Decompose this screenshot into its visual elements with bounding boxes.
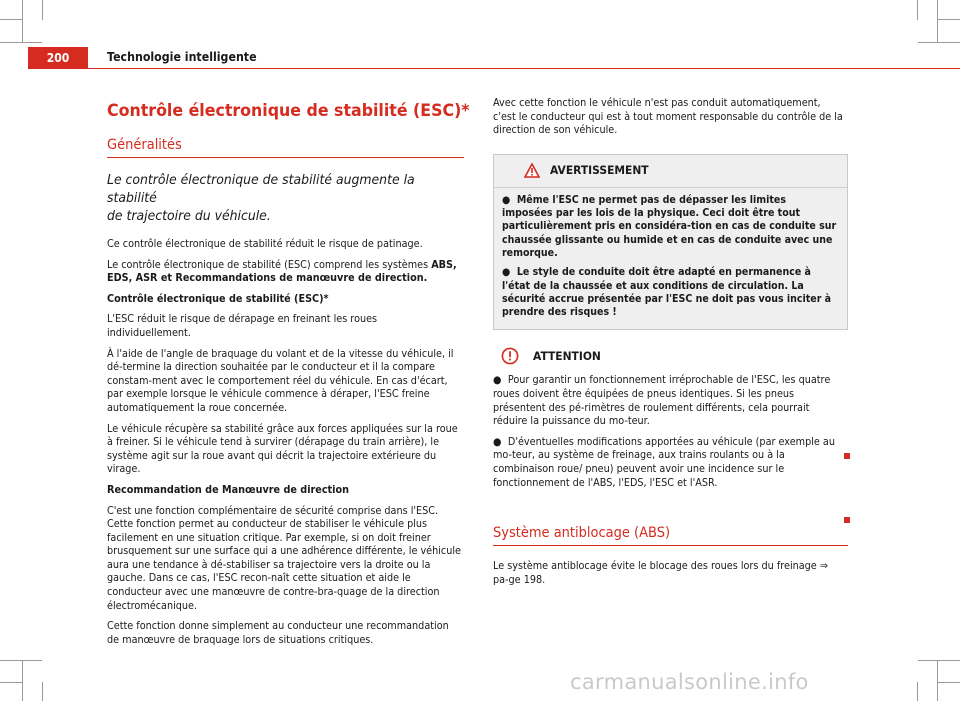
paragraph-bold: ABS, EDS, ASR et Recommandations de manœuvre de direction.	[107, 258, 457, 285]
paragraph: Avec cette fonction le véhicule n'est pas conduit automatiquement, c'est le conducteur qui est à tout moment responsable du contrôle de la direction de son véhicule.	[493, 97, 843, 137]
attention-item	[493, 374, 846, 428]
abs-section-title: Système antiblocage (ABS)	[493, 525, 671, 542]
crop-mark	[917, 682, 918, 701]
warning-box	[493, 154, 848, 331]
warning-header	[494, 155, 847, 188]
subsection-title: Généralités	[107, 137, 182, 153]
bullet: ●	[502, 267, 511, 279]
crop-mark	[42, 682, 43, 701]
section-end-marker	[844, 453, 850, 459]
attention-header	[501, 344, 848, 368]
crop-mark	[938, 682, 960, 683]
warning-title: AVERTISSEMENT	[550, 162, 649, 177]
attention-title: ATTENTION	[533, 348, 601, 363]
crop-mark	[42, 0, 43, 20]
warning-body	[494, 188, 847, 330]
warning-item-text: Même l'ESC ne permet pas de dépasser les limites imposées par les lois de la physique. Ceci doit être tout particulièrement pris en considéra-tion en cas de conduite sur chaussée glissante ou humide et en cas de conduite avec une remorque.	[502, 194, 837, 259]
crop-mark	[0, 682, 22, 683]
warning-item-text: Le style de conduite doit être adapté en permanence à l'état de la chaussée et aux conditions de circulation. La sécurité accrue présentée par l'ESC ne doit pas vous inciter à prendre des risques !	[502, 267, 832, 319]
section-title: Contrôle électronique de stabilité (ESC)*	[107, 101, 470, 121]
crop-mark	[22, 0, 23, 42]
crop-mark	[918, 660, 960, 661]
bullet: ●	[493, 374, 502, 387]
paragraph	[107, 259, 462, 286]
warning-item	[502, 194, 837, 260]
paragraph: À l'aide de l'angle de braquage du volant et de la vitesse du véhicule, il dé-termine la direction souhaitée par le conducteur et il la compare constam-ment avec le comportement réel du véhicule. En cas d'écart, par exemple lorsque le véhicule commence à déraper, l'ESC freine automatiquement la roue concernée.	[107, 347, 454, 414]
crop-mark	[937, 0, 938, 42]
bullet: ●	[502, 194, 511, 206]
crop-mark	[0, 660, 42, 661]
bullet: ●	[493, 435, 502, 448]
attention-item-text: D'éventuelles modifications apportées au véhicule (par exemple au mo-teur, au système de freinage, aux trains roulants ou à la combinaison roue/ pneu) peuvent avoir une incidence sur le fonctionnement de l'ABS, l'EDS, l'ESC et l'ASR.	[493, 435, 835, 489]
crop-mark	[22, 660, 23, 701]
intro-text	[107, 172, 462, 226]
section-end-marker	[844, 517, 850, 523]
paragraph: Le système antiblocage évite le blocage des roues lors du freinage ⇒ pa-ge 198.	[493, 560, 828, 586]
crop-mark	[937, 660, 938, 701]
crop-mark	[0, 19, 22, 20]
paragraph: L'ESC réduit le risque de dérapage en freinant les roues individuellement.	[107, 313, 378, 339]
paragraph: Ce contrôle électronique de stabilité réduit le risque de patinage.	[107, 238, 423, 250]
watermark: carmanualsonline.info	[570, 670, 809, 694]
attention-item	[493, 436, 846, 490]
header-rule	[88, 68, 960, 69]
paragraph: C'est une fonction complémentaire de sécurité comprise dans l'ESC. Cette fonction permet au conducteur de stabiliser le véhicule plus facilement en une situation critique. Par exemple, si on doit freiner brusquement sur une surface qui a une adhérence différente, le véhicule aura une tendance à dé-stabiliser sa trajectoire vers la droite ou la gauche. Dans ce cas, l'ESC recon-naît cette situation et aide le conducteur avec une manœuvre de contre-bra-quage de la direction électromécanique.	[107, 504, 462, 612]
paragraph-heading: Recommandation de Manœuvre de direction	[107, 483, 350, 496]
intro-line: Le contrôle électronique de stabilité augmente la stabilité	[107, 173, 415, 206]
caution-circle-icon	[501, 347, 519, 365]
abs-section-rule	[493, 545, 848, 546]
left-column	[107, 100, 470, 654]
running-title: Technologie intelligente	[107, 50, 257, 64]
paragraph: Cette fonction donne simplement au conducteur une recommandation de manœuvre de braquage lors de situations critiques.	[107, 620, 449, 646]
crop-mark	[0, 42, 42, 43]
subsection-rule	[107, 157, 464, 158]
crop-mark	[917, 0, 918, 20]
attention-item-text: Pour garantir un fonctionnement irréprochable de l'ESC, les quatre roues doivent être équipées de pneus identiques. Si les pneus présentent des pé-rimètres de roulement différents, cela pourrait réduire la puissance du mo-teur.	[493, 374, 831, 428]
crop-mark	[938, 19, 960, 20]
paragraph: Le véhicule récupère sa stabilité grâce aux forces appliquées sur la roue à freiner. Si le véhicule tend à survirer (dérapage du train arrière), le système agit sur la roue avant qui décrit la trajectoire extérieure du virage.	[107, 422, 458, 476]
paragraph-heading: Contrôle électronique de stabilité (ESC)*	[107, 292, 329, 305]
right-column	[493, 97, 848, 594]
crop-mark	[918, 42, 960, 43]
paragraph-text: Le contrôle électronique de stabilité (ESC) comprend les systèmes	[107, 258, 432, 271]
intro-line: de trajectoire du véhicule.	[107, 209, 271, 224]
warning-triangle-icon	[524, 163, 540, 178]
warning-item	[502, 266, 837, 319]
page-number: 200	[28, 47, 88, 69]
